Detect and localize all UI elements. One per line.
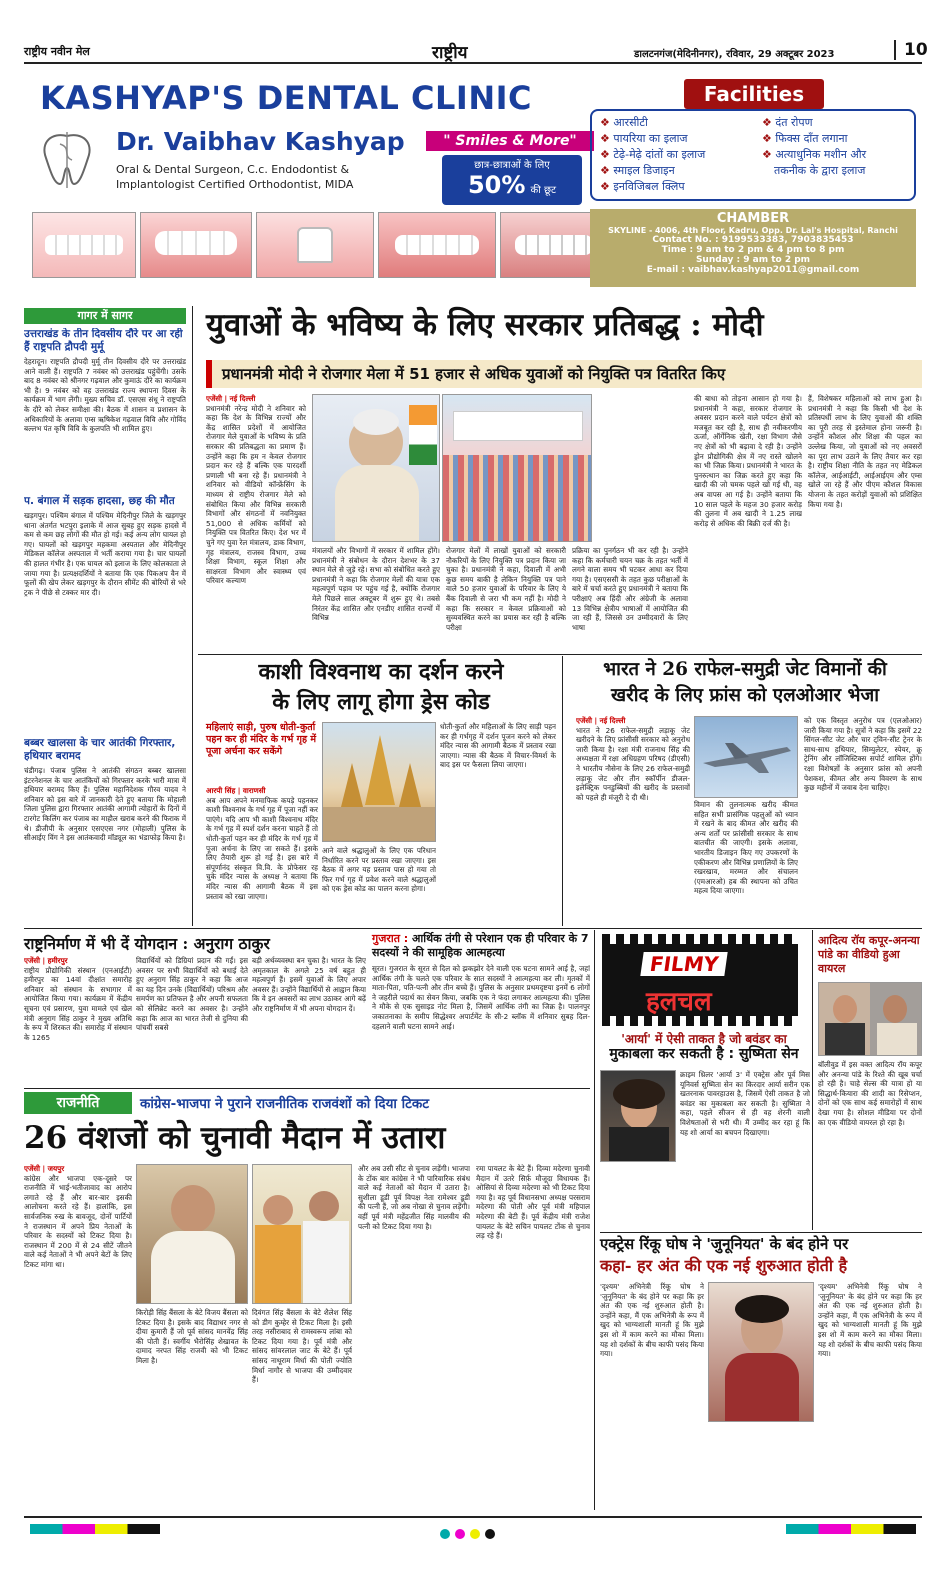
teeth-photo-1 [32, 212, 136, 278]
masthead-section: राष्ट्रीय [432, 43, 468, 63]
masthead-brand: राष्ट्रीय नवीन मेल [24, 45, 90, 58]
rinku-col-1: 'दृश्यम' अभिनेत्री रिंकू घोष ने 'जुनूनियत' के बंद होने पर कहा कि हर अंत की एक नई शुरुआत होती है। उन्होंने कहा, मैं एक अभिनेत्री के रूप में खुद को भाग्यशाली मानती हूं कि मुझे इस शो में काम करने का मौका मिला। यह शो दर्शकों के बीच काफी पसंद किया गया। [600, 1282, 704, 1359]
politics-kicker: कांग्रेस-भाजपा ने पुराने राजनीतिक राजवंशों को दिया टिकट [140, 1096, 430, 1112]
chamber-box [590, 209, 916, 287]
aditya-body: बॉलीवुड में इस वक्त आदित्य रॉय कपूर और अनन्या पांडे के रिश्ते की खूब चर्चा हो रही है। चाहे सेल्स की यात्रा हो या सिद्धार्थ-कियारा की शादी का रिसेप्शन, दोनों को एक साथ कई समारोहों में साथ देखा गया है। सोशल मीडिया पर दोनों का एक वीडियो वायरल हो रहा है। [818, 1060, 922, 1127]
tagline: " Smiles & More" [426, 131, 594, 151]
rozgar-mela-photo [442, 394, 592, 542]
politics-col-1 [24, 1164, 132, 1512]
clinic-name: KASHYAP'S DENTAL CLINIC [40, 79, 532, 117]
rinku-headline-1: एक्ट्रेस रिंकू घोष ने 'जुनूनियत' के बंद होने पर [600, 1235, 849, 1253]
rafale-body-1: भारत ने 26 राफेल-समुद्री लड़ाकू जेट खरीदने के लिए फ्रांसीसी सरकार को अनुरोध जारी किया है। रक्षा मंत्री राजनाथ सिंह की अध्यक्षता में रक्षा अधिग्रहण परिषद (डीएसी) ने भारतीय नौसेना के लिए 26 राफेल-समुद्री लड़ाकू जेट और तीन स्कॉर्पीन डीजल-इलेक्ट्रिक पनडुब्बियों की खरीद के प्रस्तावों को पहले ही मंजूरी दे दी थी। [576, 725, 690, 802]
lead-col-2: मंत्रालयों और विभागों में सरकार में शामिल होंगे। प्रधानमंत्री ने संबोधन के दौरान देशभर के 37 स्थान मेले से जुड़े रहे। सभा को संबोधित करते हुए प्रधानमंत्री ने कहा कि रोजगार मेलों की यात्रा एक महत्वपूर्ण पड़ाव पर पहुंच गई है, क्योंकि रोजगार मेले पिछले साल अक्टूबर में शुरू हुए थे। तबसे निरंतर केंद्र शासित और एनडीए शासित राज्यों में विभिन्न [312, 546, 440, 623]
doctor-name: Dr. Vaibhav Kashyap [116, 127, 405, 156]
politics-col-3: दिवंगत सिंह बैंसला के बेटे शैलेश सिंह को डीग कुम्हेर से टिकट मिला है। इसी तरह नसीराबाद से रामस्वरूप लांबा को टिकट दिया गया है। पूर्व मंत्री और सांसद सांवरलाल जाट के बेटे हैं। पूर्व सांसद नाथूराम मिर्धा की पोती ज्योति मिर्धा नागौर से भाजपा की उम्मीदवार हैं। [252, 1308, 352, 1385]
registration-dots [440, 1524, 504, 1534]
rafale-col-3: को एक विस्तृत अनुरोध पत्र (एलओआर) जारी किया गया है। सूत्रों ने कहा कि इसमें 22 सिंगल-सीट जेट और चार ट्विन-सीट ट्रेनर के साथ-साथ हथियार, सिम्युलेटर, स्पेयर, क्रू ट्रेनिंग और लॉजिस्टिक्स सपोर्ट शामिल होंगे। रक्षा विशेषज्ञों के अनुसार फ्रांस को अपनी पेशकश, कीमत और अन्य विवरण के साथ कुछ महीनों में जवाब देना चाहिए। [804, 716, 922, 793]
gujarat-body: सूरत। गुजरात के सूरत से दिल को झकझोर देने वाली एक घटना सामने आई है, जहां आर्थिक तंगी के चलते एक परिवार के सात सदस्यों ने आत्महत्या कर ली। मृतकों में माता-पिता, पति-पत्नी और तीन बच्चे हैं। पुलिस के अनुसार प्रथमदृष्टया इनमें 6 लोगों ने जहरीले पदार्थ का सेवन किया, जबकि एक ने फंदा लगाकर आत्महत्या की। पुलिस ने मौके से एक सुसाइड नोट मिला है, जिसमें आर्थिक तंगी का जिक्र है। पालनपुर जकातनाका के समीप सिद्धेश्वर अपार्टमेंट के सी-2 ब्लॉक में शनिवार सुबह दिल-दहलाने वाली घटना सामने आई। [372, 964, 590, 1031]
politics-col-5: रमा पायलट के बेटे हैं। दिव्या मदेरणा चुनावी मैदान में उतरे सिर्फ़ मौजूदा विधायक हैं। ओसियां से दिव्या मदेरणा को भी टिकट दिया गया है। वह पूर्व विधानसभा अध्यक्ष परसराम मदेरणा की पोती और पूर्व मंत्री महिपाल मदेरणा की बेटी हैं। पूर्व केंद्रीय मंत्री राजेश पायलट के बेटे सचिन पायलट टोंक से चुनाव लड़ रहे हैं। [476, 1164, 590, 1241]
lead-col-6: हैं, विशेषकर महिलाओं को लाभ हुआ है। प्रधानमंत्री ने कहा कि किसी भी देश के प्रतिस्पर्धी लाभ के लिए युवाओं की शक्ति का पूरी तरह से इस्तेमाल होना जरूरी है। उन्होंने कौशल और शिक्षा की पहल का उल्लेख किया, जो युवाओं को नए अवसरों का पूरा लाभ उठाने के लिए तैयार कर रहा है। राष्ट्रीय शिक्षा नीति के तहत नए मेडिकल कॉलेज, आईआईटी, आईआईएम और एम्स खोले जा रहे हैं और पीएम कौशल विकास योजना के तहत करोड़ों युवाओं को प्रशिक्षित किया गया है। [808, 394, 922, 509]
facility-item: ❖ अत्याधुनिक मशीन और [762, 148, 867, 161]
rinku-ghosh-photo [708, 1282, 814, 1422]
brief-body: चंडीगढ़। पंजाब पुलिस ने आतंकी संगठन बब्बर खालसा इंटरनेशनल के चार आतंकियों को गिरफ्तार करके भारी मात्रा में हथियार बरामद किए हैं। पुलिस महानिदेशक गौरव यादव ने शनिवार को इस बारे में जानकारी देते हुए बताया कि मोहाली जिला पुलिस द्वारा गिरफ्तार आतंकी आगामी त्योहारों के दिनों में टारगेट किलिंग कर पंजाब का माहौल खराब करने की फिराक में थे। डीजीपी के अनुसार एसएएस नगर (मोहाली) पुलिस के सीआईए विंग ने इस आतंकवादी मॉड्यूल का भंडाफोड़ किया है। [24, 766, 186, 843]
section-divider [198, 654, 922, 655]
politics-body-1: कांग्रेस और भाजपा एक-दूसरे पर राजनीति में भाई-भतीजावाद का आरोप लगाते रहे हैं और बार-बार इसकी आलोचना करते रहे हैं। हालांकि, इस सार्वजनिक रुख के बावजूद, दोनों पार्टियों ने राजस्थान में अपने प्रिय नेताओं के परिवार के सदस्यों को टिकट दिया है। राजस्थान में 200 में से 24 सीटें जीतने वाले कई नेताओं ने भी अपने बेटों के लिए टिकट मांगा था। [24, 1173, 132, 1269]
rafale-col-2: विमान की तुलनात्मक खरीद कीमत सहित सभी प्रासंगिक पहलुओं को ध्यान में रखने के बाद कीमत और खरीद की अन्य शर्तों पर फ्रांसीसी सरकार के साथ बातचीत की जाएगी। इसके अलावा, भारतीय डिजाइन किए गए उपकरणों के एकीकरण और विभिन्न प्रणालियों के लिए रखरखाव, मरम्मत और संचालन (एमआरओ) हब की स्थापना को उचित महत्व दिया जाएगा। [694, 800, 798, 896]
section-divider [600, 1232, 922, 1233]
brief-body: देहरादून। राष्ट्रपति द्रौपदी मुर्मू तीन दिवसीय दौरे पर उत्तराखंड आने वाली हैं। राष्ट्रपति 7 नवंबर को उत्तराखंड पहुंचेंगी। उसके बाद 8 नवंबर को श्रीनगर गढ़वाल और कुमाऊं दौरे का कार्यक्रम भी है। 9 नवंबर को वह उत्तराखंड राज्य स्थापना दिवस के कार्यक्रम में भाग लेंगी। मुख्य सचिव डॉ. एसएस संधू ने राष्ट्रपति के दौरे को लेकर समीक्षा की। बैठक में शासन व प्रशासन के अधिकारियों के अलावा एम्स ऋषिकेश गढ़वाल विवि और गोविंद बल्लभ पंत कृषि विवि के कुलपति भी शामिल हुए। [24, 357, 186, 434]
chamber-sunday: Sunday : 9 am to 2 pm [695, 255, 811, 265]
facility-item: ❖ पायरिया का इलाज [600, 132, 688, 145]
lead-headline: युवाओं के भविष्य के लिए सरकार प्रतिबद्ध : मोदी [206, 307, 764, 343]
aditya-headline: आदित्य रॉय कपूर-अनन्या पांडे का वीडियो हुआ वायरल [818, 934, 920, 975]
aarya-body: क्राइम थ्रिलर 'आर्या 3' में एक्ट्रेस और पूर्व मिस यूनिवर्स सुष्मिता सेन का किरदार आर्या सरीन एक खतरनाक पावरहाउस है, जिसमें ऐसी ताकत है जो बवंडर का मुकाबला कर सकती है। सुष्मिता ने कहा, पहले सीजन से ही वह शेरनी वाली विशेषताओं से भरी थी। मैं उम्मीद कर रहा हूं कि यह शो आर्या का बचपन दिखाएगा। [680, 1070, 810, 1137]
chamber-title: CHAMBER [716, 211, 790, 226]
page-number: 10 [894, 40, 928, 60]
chamber-address: SKYLINE - 4006, 4th Floor, Kadru, Opp. Dr. Lal's Hospital, Ranchi [608, 226, 898, 235]
teeth-photo-4 [378, 212, 496, 278]
gujarat-headline [372, 932, 590, 960]
rafale-dateline: एजेंसी | नई दिल्ली [576, 716, 626, 725]
chamber-time: Time : 9 am to 2 pm & 4 pm to 8 pm [661, 245, 845, 255]
lead-col-5: की बाधा को तोड़ना आसान हो गया है। प्रधानमंत्री ने कहा, सरकार रोजगार के अवसर प्रदान करने वाले पर्यटन क्षेत्रों को मजबूत कर रही है, साथ ही नवीकरणीय ऊर्जा, ऑर्गेनिक खेती, रक्षा विभाग जैसे नए क्षेत्रों को भी बढ़ावा दे रही है। उन्होंने ड्रोन प्रौद्योगिकी क्षेत्र में नए रास्ते खोलने का भी जिक्र किया। प्रधानमंत्री ने भारत के पुनरुत्थान का जिक्र करते हुए कहा कि खादी की जो चमक पहले खो गई थी, वह अब वापस आ गई है। उन्होंने बताया कि 10 साल पहले के महज 30 हजार करोड़ की तुलना में अब खादी ने 1.25 लाख करोड़ से अधिक की बिक्री दर्ज की है। [694, 394, 802, 528]
rafale-jet-photo [694, 716, 798, 798]
brief-body: खड़गपुर। पश्चिम बंगाल में पश्चिम मेदिनीपुर जिले के खड़गपुर थाना अंतर्गत भटपुरा इलाके में आज सुबह हुए सड़क हादसे में कम से कम छह लोगों की मौत हो गई। कई अन्य लोग घायल हो गए। घायलों को खड़गपुर महकमा अस्पताल और मेदिनीपुर मेडिकल कॉलेज अस्पताल में भर्ती कराया गया है। चार घायलों की हालत गंभीर है। एक घायल को इलाज के लिए कोलकाता ले जाया गया है। प्रत्यक्षदर्शियों ने बताया कि एक पिकअप वैन में फूलों की खेप लेकर खड़गपुर के दौरान सीमेंट की बोरियों से भरे ट्रक ने पीछे से टक्कर मार दी। [24, 511, 186, 597]
politics-col-2: किरोड़ी सिंह बैंसला के बेटे विजय बैंसला को टिकट दिया है। इसके बाद विद्याधर नगर से दीया कुमारी हैं जो पूर्व सांसद मानवेंद्र सिंह की पोती हैं। स्वर्गीय भैरोसिंह शेखावत के दामाद नरपत सिंह राजवी को भी टिकट मिला है। [136, 1308, 248, 1365]
aarya-headline [600, 1032, 808, 1062]
kashi-col-2: आने वाले श्रद्धालुओं के लिए एक परिधान निर्धारित करने पर प्रस्ताव रखा जाएगा। इस बैठक में अगर यह प्रस्ताव पास हो गया तो फिर गर्भ गृह में प्रवेश करने वाले श्रद्धालुओं को एक ड्रेस कोड का पालन करना होगा। [322, 846, 436, 894]
rafale-headline-1: भारत ने 26 राफेल-समुद्री जेट विमानों की [603, 659, 887, 680]
facility-item: ❖ स्माइल डिजाइन [600, 164, 675, 177]
kashi-body-1: अब आप अपने मनमाफिक कपड़े पहनकर काशी विश्वनाथ के गर्भ गृह में पूजा नहीं कर पाएंगे। यदि आप भी काशी विश्वनाथ मंदिर के गर्भ गृह में स्पर्श दर्शन करना चाहते हैं तो धोती-कुर्ता पहन कर ही मंदिर के गर्भ गृह में पूजा अर्चना के लिए जा सकते हैं। इसके लिए तैयारी शुरू हो गई है। इस बारे में संपूर्णानंद संस्कृत वि.वि. के प्रोफेसर रह चुके मंदिर न्यास के अध्यक्ष ने बताया कि मंदिर न्यास की आगामी बैठक में इस प्रस्ताव को रखा जाएगा। [206, 795, 318, 901]
rafale-col-1 [576, 716, 690, 926]
offer-suffix: की छूट [530, 185, 557, 196]
facility-item: ❖ फिक्स दाँत लगाना [762, 132, 848, 145]
politics-dateline: एजेंसी | जयपुर [24, 1164, 65, 1173]
facilities-title: Facilities [684, 79, 824, 109]
rafale-headline-2: खरीद के लिए फ्रांस को एलओआर भेजा [611, 685, 879, 706]
kashi-kicker: महिलाएं साड़ी, पुरुष धोती-कुर्ता पहन कर ही मंदिर के गर्भ गृह में पूजा अर्चना कर सकेंगे [206, 722, 317, 757]
modi-photo [312, 394, 440, 542]
anurag-col-3: बड़ी अर्थव्यवस्था बन चुका है। भारत के लिए अमृतकाल के अगले 25 वर्ष बहुत ही महत्वपूर्ण हैं। इसमें युवाओं के लिए अपार अवसर हैं। उन्होंने विद्यार्थियों से आह्वान किया कि वे इन अवसरों का लाभ उठाकर आगे बढ़ें और राष्ट्रनिर्माण में भी अपना योगदान दें। [252, 956, 366, 1013]
politics-photo-1 [136, 1164, 248, 1304]
kashi-temple-photo [322, 722, 436, 842]
teeth-photo-3 [256, 212, 374, 278]
lead-body-1: प्रधानमंत्री नरेन्द्र मोदी ने शनिवार को कहा कि देश के विभिन्न राज्यों और केंद्र शासित प्रदेशों में आयोजित रोजगार मेले युवाओं के भविष्य के प्रति सरकार की प्रतिबद्धता का प्रमाण हैं। उन्होंने कहा कि हम न केवल रोजगार प्रदान कर रहे हैं बल्कि एक पारदर्शी प्रणाली भी बना रहे हैं। प्रधानमंत्री ने शनिवार को वीडियो कॉन्फ्रेंसिंग के माध्यम से राष्ट्रीय रोजगार मेले को संबोधित किया और विभिन्न सरकारी विभागों और संगठनों में नवनियुक्त 51,000 से अधिक कर्मियों को नियुक्ति पत्र वितरित किए। देश भर में चुने गए युवा रेल मंत्रालय, डाक विभाग, गृह मंत्रालय, राजस्व विभाग, उच्च शिक्षा विभाग, स्कूल शिक्षा और साक्षरता विभाग और स्वास्थ्य एवं परिवार कल्याण [206, 403, 306, 586]
rinku-headline [600, 1234, 922, 1276]
dental-ad [24, 75, 922, 290]
facility-item: ❖ इनविजिबल क्लिप [600, 180, 685, 193]
facility-item: ❖ टेढ़े-मेढ़े दांतों का इलाज [600, 148, 706, 161]
doctor-quals-1: Oral & Dental Surgeon, C.c. Endodontist & [116, 163, 350, 176]
column-divider [594, 930, 595, 1510]
section-tag-gagar: गागर में सागर [24, 308, 186, 324]
lead-subhead: प्रधानमंत्री मोदी ने रोजगार मेला में 51 हजार से अधिक युवाओं को नियुक्ति पत्र वितरित किए [222, 365, 726, 383]
offer-pct: 50% [467, 171, 526, 199]
lead-dateline: एजेंसी | नई दिल्ली [206, 394, 256, 403]
filmy-logo-b: हलचल [646, 987, 712, 1017]
lead-col-4: प्रक्रिया का पुनर्गठन भी कर रही है। उन्होंने कहा कि कर्मचारी चयन चक्र के तहत भर्ती में लगने वाला समय भी घटकर आधा कर दिया गया है। एसएससी के तहत कुछ परीक्षाओं के बारे में चर्चा करते हुए प्रधानमंत्री ने बताया कि परीक्षाएं अब हिंदी और अंग्रेजी के अलावा 13 विभिन्न क्षेत्रीय भाषाओं में आयोजित की जा रही हैं, जिससे उन उम्मीदवारों के लिए भाषा [572, 546, 688, 632]
chamber-contact: Contact No. : 9199533383, 7903835453 [652, 235, 854, 245]
color-registration-bar [786, 1524, 916, 1534]
kashi-headline-2: के लिए लागू होगा ड्रेस कोड [272, 689, 490, 715]
kashi-col-1 [206, 786, 318, 926]
offer-line: छात्र-छात्राओं के लिए [474, 160, 550, 171]
column-divider [562, 656, 563, 926]
lead-col-3: रोजगार मेलों में लाखों युवाओं को सरकारी नौकरियों के लिए नियुक्ति पत्र प्रदान किया जा चुका है। प्रधानमंत्री ने कहा, दिवाली में अभी कुछ समय बाकी है लेकिन नियुक्ति पत्र पाने वाले 50 हजार युवाओं के परिवार के लिए ये बैंक दिवाली से जरा भी कम नहीं है। मोदी ने कहा कि सरकार न केवल प्रक्रियाओं को सुव्यवस्थित करने का प्रयास कर रही है बल्कि परीक्षा [446, 546, 566, 632]
masthead-dateline: डालटनगंज(मेदिनीनगर), रविवार, 29 अक्टूबर 2023 [634, 49, 835, 60]
kashi-headline-1: काशी विश्वनाथ का दर्शन करने [258, 659, 504, 685]
footer-rule [24, 1516, 922, 1518]
facility-item: ❖ दंत रोपण [762, 116, 813, 129]
masthead [24, 40, 928, 64]
anurag-headline: राष्ट्रनिर्माण में भी दें योगदान : अनुराग ठाकुर [24, 934, 270, 953]
politics-headline: 26 वंशजों को चुनावी मैदान में उतारा [24, 1120, 446, 1156]
offer-badge [442, 155, 582, 205]
kashi-col-3: धोती-कुर्ता और महिलाओं के लिए साड़ी पहन कर ही गर्भगृह में दर्शन पूजन करने को लेकर मंदिर न्यास की आगामी बैठक में प्रस्ताव रखा जाएगा। न्यास की बैठक में विचार-विमर्श के बाद इस पर फैसला लिया जाएगा। [440, 722, 556, 770]
facility-item: तकनीक के द्वारा इलाज [774, 164, 866, 177]
doctor-quals-2: Implantologist Certified Orthodontist, MIDA [116, 178, 354, 191]
politics-col-4: और अब उसी सीट से चुनाव लड़ेंगी। भाजपा के टोंक बार कांग्रेस ने भी पारिवारिक संबंध वाले कई नेताओं को मैदान में उतारा है। सुशीला डूडी पूर्व विपक्ष नेता रामेश्वर डूडी की पत्नी हैं, जो अब नोखा से चुनाव लड़ेंगी। वहीं पूर्व मंत्री महेंद्रजीत सिंह मालवीय की पत्नी को टिकट दिया गया है। [358, 1164, 470, 1231]
brief-headline: प. बंगाल में सड़क हादसा, छह की मौत [24, 495, 175, 507]
column-divider [192, 306, 193, 926]
aarya-headline-1: 'आर्या' में ऐसी ताकत है जो बवंडर का [621, 1032, 787, 1046]
color-registration-bar [30, 1524, 160, 1534]
politics-photo-2 [252, 1164, 352, 1304]
anurag-dateline: एजेंसी | हमीरपुर [24, 956, 68, 965]
gujarat-tag: गुजरात : [372, 932, 409, 945]
sushmita-photo [600, 1070, 676, 1162]
teeth-photo-2 [140, 212, 252, 278]
anurag-col-2: विद्यार्थियों को डिग्रियां प्रदान की गईं। इस अवसर पर सभी विद्यार्थियों को बधाई देते हुए अनुराग सिंह ठाकुर ने कहा कि आज का यह दिन उनके (विद्यार्थियों) परिश्रम और समर्पण का प्रतिफल है और अपनी सफलता को सेलिब्रेट करने का अवसर है। उन्होंने कहा कि आज का भारत तेजी से दुनिया की पांचवीं सबसे [136, 956, 248, 1033]
brief-headline: बब्बर खालसा के चार आतंकी गिरफ्तार, हथियार बरामद [24, 737, 176, 762]
lead-col-1 [206, 394, 306, 652]
kashi-dateline: आरपी सिंह | वाराणसी [206, 786, 266, 795]
facility-item: ❖ आरसीटी [600, 116, 648, 129]
brief-headline: उत्तराखंड के तीन दिवसीय दौरे पर आ रही हैं राष्ट्रपति द्रौपदी मुर्मू [24, 328, 183, 353]
section-divider [24, 1088, 590, 1089]
anurag-col-1 [24, 956, 132, 1084]
aditya-ananya-photo [818, 982, 922, 1056]
filmy-banner [600, 932, 800, 1028]
rinku-col-2: 'दृश्यम' अभिनेत्री रिंकू घोष ने 'जुनूनियत' के बंद होने पर कहा कि हर अंत की एक नई शुरुआत होती है। उन्होंने कहा, मैं एक अभिनेत्री के रूप में खुद को भाग्यशाली मानती हूं कि मुझे इस शो में काम करने का मौका मिला। यह शो दर्शकों के बीच काफी पसंद किया गया। [818, 1282, 922, 1359]
anurag-body-1: राष्ट्रीय प्रौद्योगिकी संस्थान (एनआईटी) हमीरपुर का 14वां दीक्षांत समारोह शनिवार को संस्थान के सभागार में आयोजित किया गया। कार्यक्रम में केंद्रीय सूचना एवं प्रसारण, युवा मामले एवं खेल मंत्री अनुराग सिंह ठाकुर ने मुख्य अतिथि के रूप में शिरकत की। समारोह में संस्थान के 1265 [24, 965, 132, 1042]
gujarat-title: आर्थिक तंगी से परेशान एक ही परिवार के 7 सदस्यों ने की सामूहिक आत्महत्या [372, 932, 589, 959]
aarya-headline-2: मुकाबला कर सकती है : सुष्मिता सेन [609, 1046, 799, 1062]
rinku-headline-2: कहा- हर अंत की एक नई शुरुआत होती है [600, 1256, 848, 1275]
section-tag-rajniti: राजनीति [24, 1092, 132, 1114]
section-divider [24, 928, 922, 929]
column-divider [812, 930, 813, 1230]
facilities-right [762, 115, 916, 179]
tooth-logo-icon [32, 130, 102, 190]
filmy-logo-a: FILMY [640, 952, 728, 976]
facilities-left [600, 115, 760, 195]
chamber-email: E-mail : vaibhav.kashyap2011@gmail.com [646, 265, 860, 275]
